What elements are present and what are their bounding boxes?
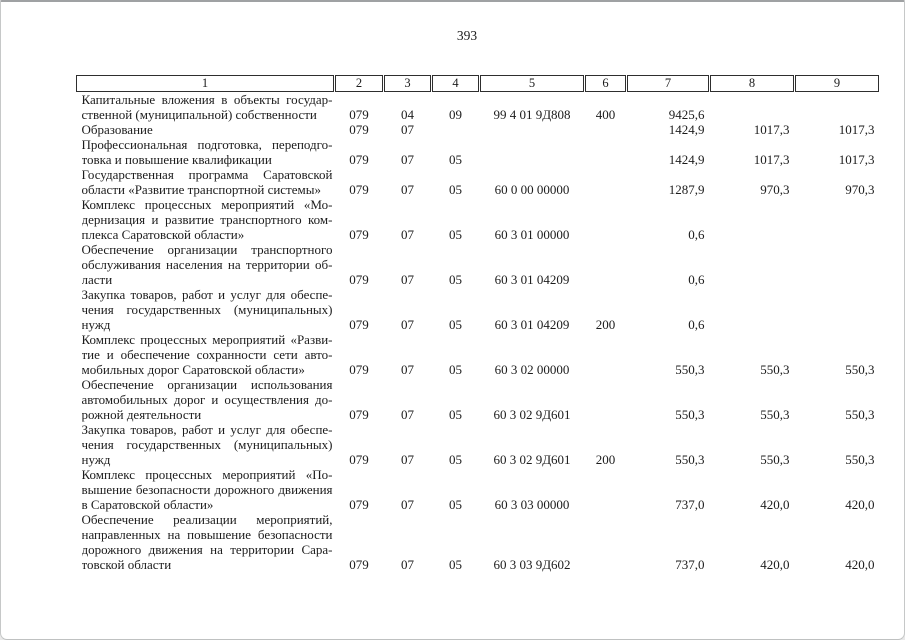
cell-c8: 550,3 (760, 452, 790, 467)
cell-c2: 079 (349, 497, 369, 512)
cell-c2: 079 (349, 182, 369, 197)
column-header-8: 8 (710, 76, 795, 92)
table-row (77, 197, 879, 242)
column-header-1: 1 (77, 76, 335, 92)
cell-c3: 07 (401, 152, 414, 167)
table-row (77, 137, 879, 167)
row-title-line: Закупка товаров, работ и услуг для обеспе- (81, 287, 333, 302)
row-title-line: Комплекс процессных мероприятий «Мо- (81, 197, 333, 212)
cell-c7: 737,0 (675, 497, 705, 512)
cell-c4: 05 (449, 362, 462, 377)
cell-c6 (585, 197, 627, 242)
cell-c4: 05 (449, 272, 462, 287)
row-title-cell (77, 467, 335, 512)
table-row (77, 377, 879, 422)
cell-c8: 970,3 (760, 182, 790, 197)
cell-c2: 079 (349, 452, 369, 467)
page-number: 393 (456, 28, 478, 43)
row-title-cell (77, 512, 335, 572)
row-title-line: вышение безопасности дорожного движения (81, 482, 333, 497)
table-row (77, 422, 879, 467)
cell-c3: 07 (401, 452, 414, 467)
cell-c7: 1424,9 (668, 152, 705, 167)
cell-c3: 07 (401, 317, 414, 332)
cell-c5: 60 3 01 04209 (494, 317, 570, 332)
cell-c5: 60 3 01 00000 (494, 227, 570, 242)
column-header-9: 9 (795, 76, 879, 92)
cell-c2: 079 (349, 152, 369, 167)
cell-c3: 07 (401, 557, 414, 572)
cell-c9 (795, 287, 879, 332)
cell-c9: 420,0 (845, 497, 875, 512)
cell-c7: 550,3 (675, 362, 705, 377)
cell-c4: 05 (449, 317, 462, 332)
cell-c9: 550,3 (845, 452, 875, 467)
column-header-7: 7 (627, 76, 710, 92)
table-row (77, 167, 879, 197)
cell-c2: 079 (349, 362, 369, 377)
cell-c5: 60 3 01 04209 (494, 272, 570, 287)
row-title-line: нужд (81, 452, 111, 467)
cell-c6: 200 (595, 452, 616, 467)
column-header-5: 5 (480, 76, 585, 92)
table-body (77, 92, 879, 573)
table-row (77, 287, 879, 332)
row-title-line: товской области (81, 557, 172, 572)
column-header-6: 6 (585, 76, 627, 92)
row-title-line: нужд (81, 317, 111, 332)
row-title-cell (77, 92, 335, 123)
cell-c3: 07 (401, 362, 414, 377)
row-title-line: Закупка товаров, работ и услуг для обеспе- (81, 422, 333, 437)
cell-c9: 550,3 (845, 362, 875, 377)
cell-c7: 0,6 (688, 227, 705, 242)
cell-c5: 60 3 03 00000 (494, 497, 570, 512)
row-title-cell (77, 197, 335, 242)
cell-c6: 200 (595, 317, 616, 332)
cell-c4: 05 (449, 407, 462, 422)
cell-c8 (710, 197, 795, 242)
cell-c7: 1287,9 (668, 182, 705, 197)
row-title-line: Комплекс процессных мероприятий «По- (81, 467, 333, 482)
row-title-cell (77, 242, 335, 287)
cell-c9: 1017,3 (838, 122, 875, 137)
cell-c6 (585, 332, 627, 377)
row-title-line: ственной (муниципальной) собственности (81, 107, 317, 122)
table-row (77, 332, 879, 377)
row-title-line: мобильных дорог Саратовской области» (81, 362, 305, 377)
cell-c8: 550,3 (760, 407, 790, 422)
cell-c4: 05 (449, 152, 462, 167)
cell-c2: 079 (349, 557, 369, 572)
row-title-cell (77, 122, 335, 137)
row-title-line: дорожного движения на территории Сара- (81, 542, 333, 557)
table-row (77, 92, 879, 123)
row-title-line: автомобильных дорог и осуществления до- (81, 392, 333, 407)
row-title-line: рожной деятельности (81, 407, 202, 422)
cell-c2: 079 (349, 227, 369, 242)
cell-c4 (432, 122, 480, 137)
cell-c4: 05 (449, 182, 462, 197)
row-title-line: направленных на повышение безопасности (81, 527, 333, 542)
cell-c9 (795, 242, 879, 287)
row-title-line: дернизация и развитие транспортного ком- (81, 212, 333, 227)
cell-c6 (585, 167, 627, 197)
cell-c4: 05 (449, 227, 462, 242)
cell-c8 (710, 287, 795, 332)
cell-c9 (795, 197, 879, 242)
cell-c4: 05 (449, 452, 462, 467)
cell-c7: 737,0 (675, 557, 705, 572)
cell-c8: 1017,3 (753, 152, 790, 167)
cell-c5: 60 3 03 9Д602 (493, 557, 571, 572)
table-row (77, 122, 879, 137)
cell-c3: 07 (401, 227, 414, 242)
row-title-line: Обеспечение реализации мероприятий, (81, 512, 333, 527)
cell-c9: 970,3 (845, 182, 875, 197)
row-title-line: товка и повышение квалификации (81, 152, 272, 167)
row-title-line: Обеспечение организации транспортного (81, 242, 333, 257)
table-header-row (77, 76, 879, 92)
row-title-line: обслуживания населения на территории об- (81, 257, 333, 272)
budget-table (76, 75, 879, 572)
cell-c8 (710, 92, 795, 123)
cell-c7: 550,3 (675, 407, 705, 422)
row-title-line: ласти (81, 272, 113, 287)
cell-c5: 60 0 00 00000 (494, 182, 570, 197)
table-row (77, 242, 879, 287)
row-title-cell (77, 377, 335, 422)
cell-c3: 07 (401, 272, 414, 287)
cell-c5: 60 3 02 9Д601 (493, 452, 571, 467)
table-header (77, 76, 879, 92)
row-title-cell (77, 332, 335, 377)
cell-c4: 05 (449, 497, 462, 512)
row-title-cell (77, 137, 335, 167)
row-title-line: тие и обеспечение сохранности сети авто- (81, 347, 333, 362)
cell-c7: 0,6 (688, 272, 705, 287)
column-header-3: 3 (384, 76, 432, 92)
cell-c9 (795, 92, 879, 123)
cell-c3: 07 (401, 122, 414, 137)
cell-c8: 550,3 (760, 362, 790, 377)
row-title-line: в Саратовской области» (81, 497, 214, 512)
cell-c3: 04 (401, 107, 414, 122)
row-title-line: плекса Саратовской области» (81, 227, 245, 242)
cell-c9: 550,3 (845, 407, 875, 422)
row-title-cell (77, 167, 335, 197)
cell-c5: 60 3 02 00000 (494, 362, 570, 377)
cell-c9: 420,0 (845, 557, 875, 572)
cell-c5 (480, 122, 585, 137)
row-title-line: Обеспечение организации использования (81, 377, 333, 392)
row-title-line: Профессиональная подготовка, переподго- (81, 137, 333, 152)
cell-c8: 420,0 (760, 497, 790, 512)
row-title-line: Капитальные вложения в объекты государ- (81, 92, 333, 107)
row-title-cell (77, 287, 335, 332)
cell-c6 (585, 137, 627, 167)
column-header-4: 4 (432, 76, 480, 92)
cell-c6 (585, 122, 627, 137)
table-row (77, 512, 879, 572)
cell-c5: 60 3 02 9Д601 (493, 407, 571, 422)
table-row (77, 467, 879, 512)
cell-c7: 0,6 (688, 317, 705, 332)
cell-c7: 1424,9 (668, 122, 705, 137)
row-title-line: Государственная программа Саратовской (81, 167, 333, 182)
cell-c6 (585, 242, 627, 287)
cell-c2: 079 (349, 122, 369, 137)
cell-c2: 079 (349, 407, 369, 422)
cell-c4: 05 (449, 557, 462, 572)
cell-c3: 07 (401, 497, 414, 512)
row-title-line: чения государственных (муниципальных) (81, 302, 333, 317)
cell-c6: 400 (595, 107, 616, 122)
cell-c2: 079 (349, 272, 369, 287)
cell-c5 (480, 137, 585, 167)
cell-c9: 1017,3 (838, 152, 875, 167)
row-title-line: Комплекс процессных мероприятий «Разви- (81, 332, 333, 347)
cell-c3: 07 (401, 182, 414, 197)
cell-c6 (585, 377, 627, 422)
cell-c5: 99 4 01 9Д808 (493, 107, 571, 122)
cell-c7: 550,3 (675, 452, 705, 467)
cell-c8 (710, 242, 795, 287)
row-title-line: чения государственных (муниципальных) (81, 437, 333, 452)
cell-c2: 079 (349, 317, 369, 332)
cell-c8: 420,0 (760, 557, 790, 572)
cell-c7: 9425,6 (668, 107, 705, 122)
cell-c6 (585, 467, 627, 512)
row-title-line: Образование (81, 122, 153, 137)
row-title-cell (77, 422, 335, 467)
cell-c3: 07 (401, 407, 414, 422)
column-header-2: 2 (335, 76, 384, 92)
cell-c4: 09 (449, 107, 462, 122)
cell-c2: 079 (349, 107, 369, 122)
row-title-line: области «Развитие транспортной системы» (81, 182, 321, 197)
cell-c8: 1017,3 (753, 122, 790, 137)
cell-c6 (585, 512, 627, 572)
